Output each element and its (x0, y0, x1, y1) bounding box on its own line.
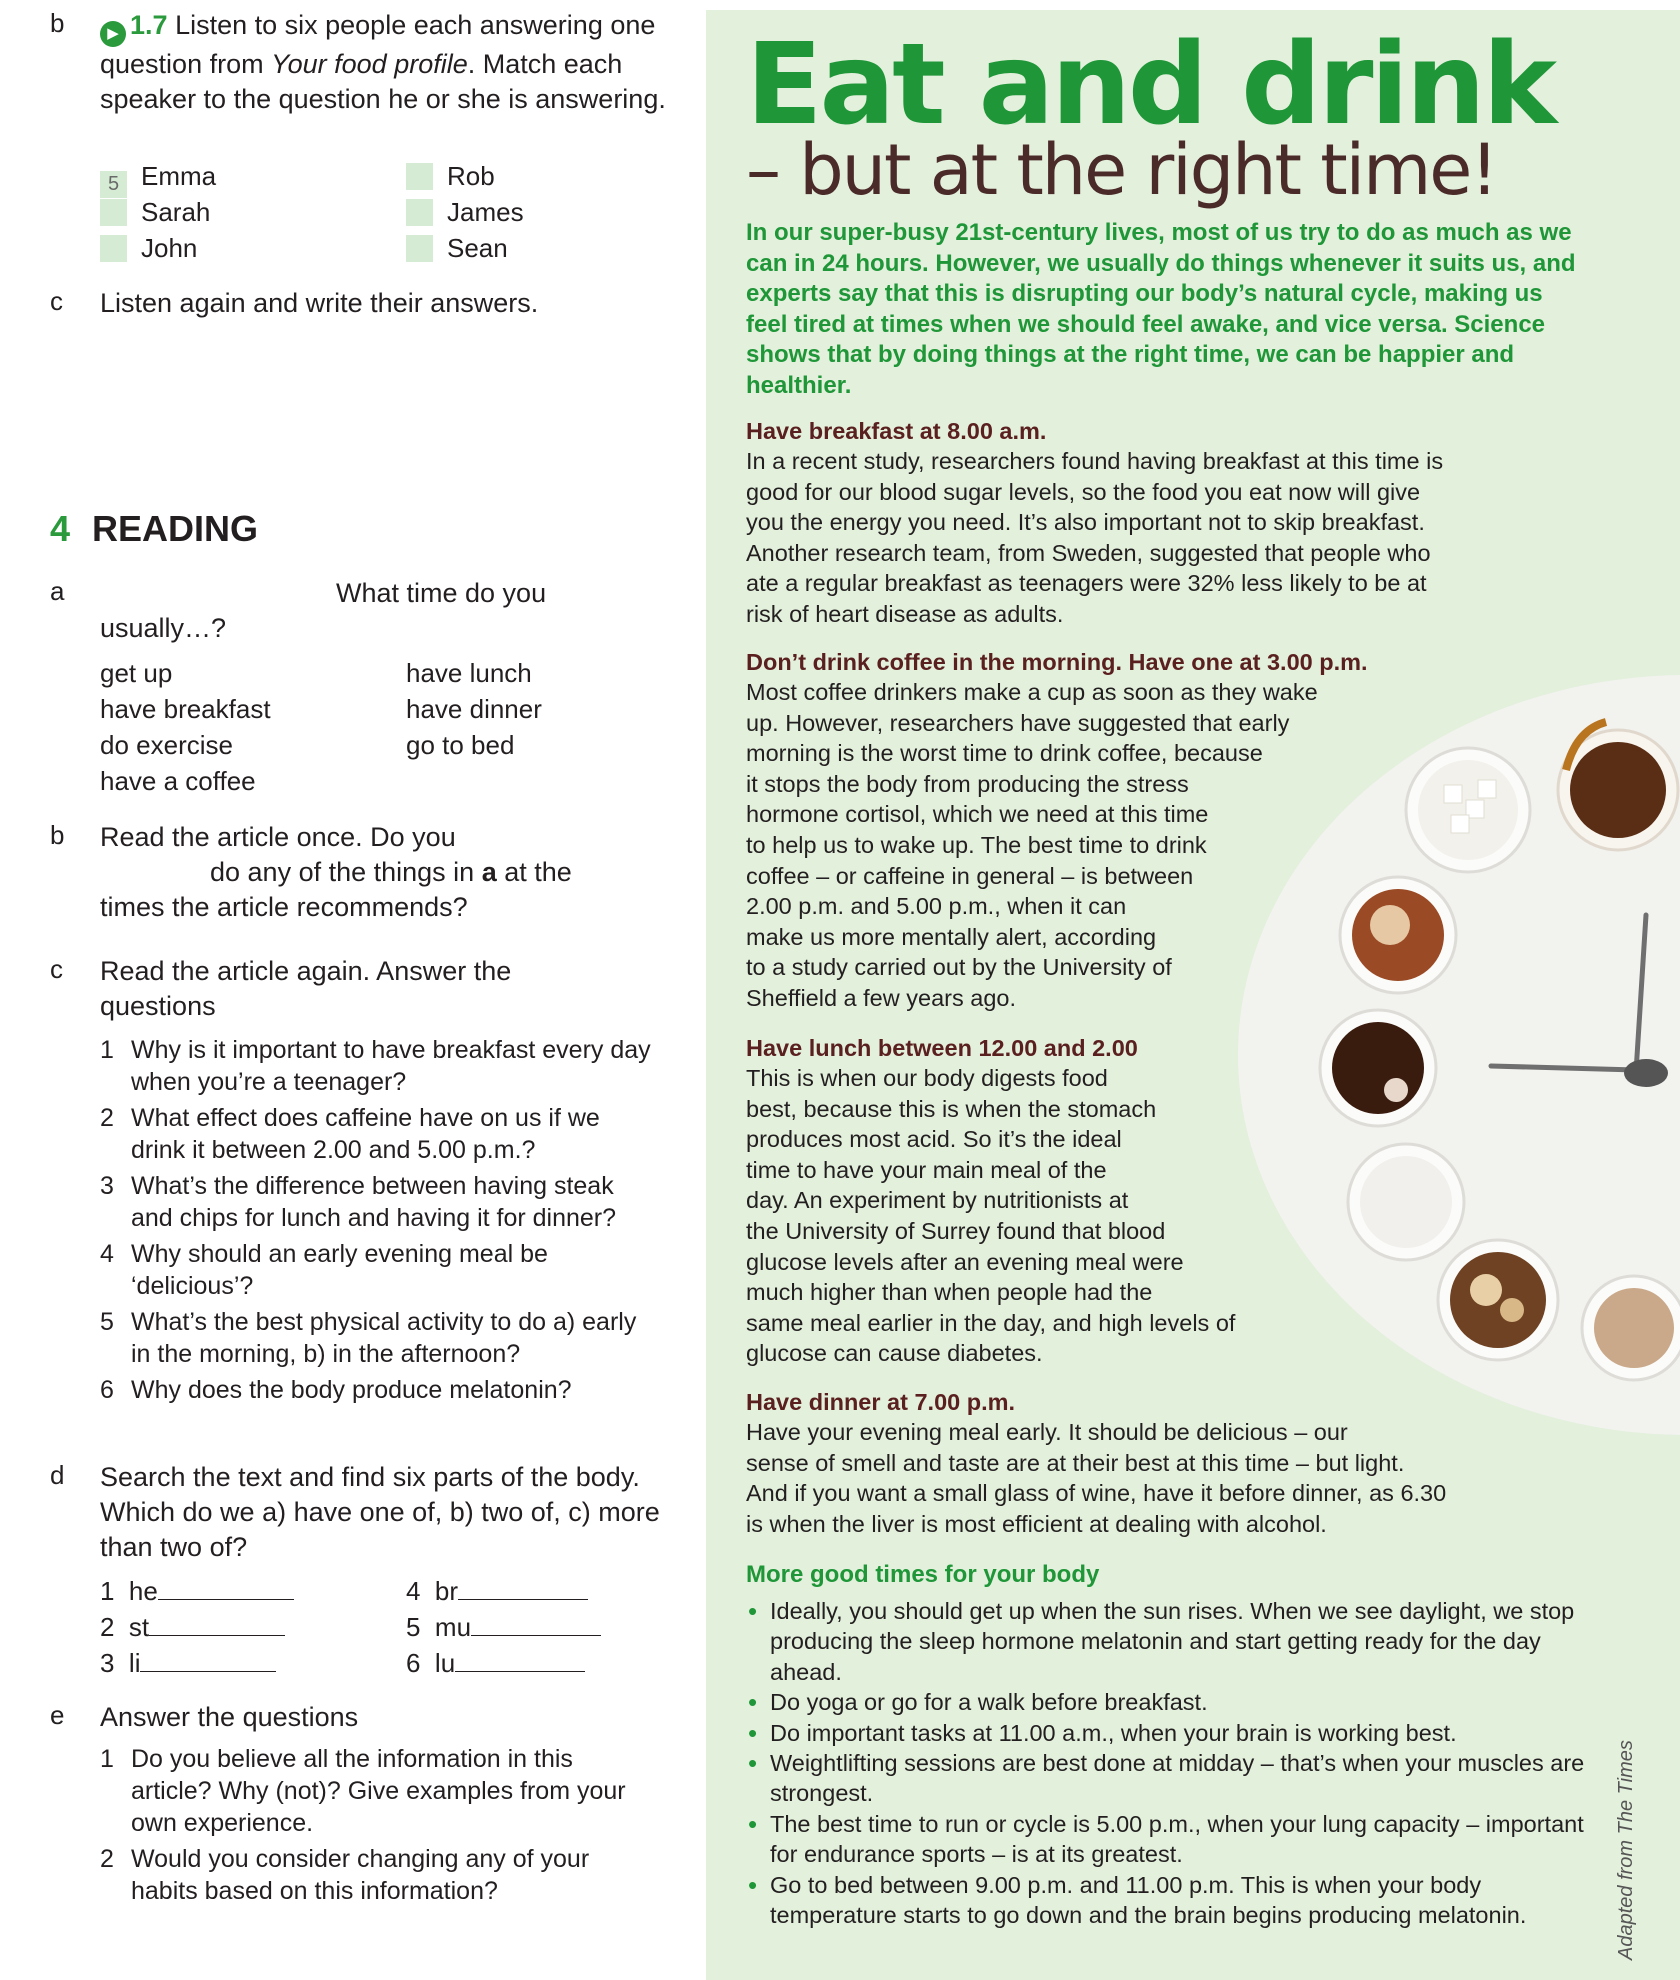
reading-c (50, 954, 690, 1410)
article-section-lunch: Have lunch between 12.00 and 2.00 This is when our body digests food best, because this is when the stomach produces most acid. So it’s the ideal time to have your main meal of the day. An experiment by nutritionists at the University of Surrey found that blood glucose levels after an evening meal were much higher than when people had the same meal earlier in the day, and high levels of glucose can cause diabetes. (746, 1033, 1346, 1369)
section-heading: Have lunch between 12.00 and 2.00 (746, 1035, 1138, 1061)
answer-box[interactable] (406, 235, 433, 262)
article-more-good-times (746, 1560, 1586, 1930)
reading-c-instruction: Read the article again. Answer the questions (100, 956, 512, 1021)
section-heading: Have dinner at 7.00 p.m. (746, 1389, 1016, 1415)
exercise-letter: c (50, 286, 63, 316)
tip-item: • Go to bed between 9.00 p.m. and 11.00 p.m. This is when your body temperature starts to go down and the brain begins producing melatonin. (746, 1870, 1586, 1931)
exercise-b-instruction: ▶ 1.7 Listen to six people each answering one question from Your food profile. Match each speaker to the question he or she is answering. (100, 10, 666, 114)
exercise-letter: b (50, 8, 65, 38)
activity-item: do exercise (100, 730, 233, 760)
answer-box[interactable] (100, 199, 127, 226)
question-item: 1 Why is it important to have breakfast every day when you’re a teenager? (100, 1036, 651, 1096)
reading-b (50, 820, 690, 925)
question-item: 3 What’s the difference between having steak and chips for lunch and having it for dinner? (100, 1172, 617, 1232)
article-title: Eat and drink (746, 20, 1555, 150)
question-item: 2 Would you consider changing any of your habits based on this information? (100, 1845, 590, 1905)
reading-b-instruction: Read the article once. Do you do any of the things in a at the times the article recommends? (100, 822, 572, 922)
reading-d-instruction: Search the text and find six parts of the body. Which do we a) have one of, b) two of, c) more than two of? (100, 1462, 660, 1562)
coffee-cup-icon (1558, 722, 1678, 850)
activity-item: have a coffee (100, 766, 256, 796)
section-heading (50, 508, 258, 550)
exercise-c-listening (50, 286, 690, 321)
section-heading: Don’t drink coffee in the morning. Have one at 3.00 p.m. (746, 649, 1368, 675)
article-section-breakfast: Have breakfast at 8.00 a.m. In a recent study, researchers found having breakfast at this time is good for our blood sugar levels, so the food you eat now will give you the energy you need. It’s also important not to skip breakfast. Another research team, from Sweden, suggested that people who ate a regular breakfast as teenagers were 32% less likely to be at risk of heart disease as adults. (746, 416, 1606, 630)
audio-speaker-icon[interactable]: ▶ (100, 21, 126, 47)
activity-item: go to bed (406, 730, 515, 760)
tip-item: • The best time to run or cycle is 5.00 p.m., when your lung capacity – important for endurance sports – is at its greatest. (746, 1809, 1586, 1870)
blank-6[interactable]: 6 lu (406, 1646, 585, 1680)
tip-item: • Do important tasks at 11.00 a.m., when your brain is working best. (746, 1718, 1586, 1748)
speaker-emma: 5 Emma (100, 160, 216, 192)
question-item: 1 Do you believe all the information in this article? Why (not)? Give examples from your own experience. (100, 1745, 626, 1837)
article-panel (706, 10, 1680, 1980)
activity-item: have dinner (406, 694, 542, 724)
audio-track-number[interactable]: 1.7 (130, 10, 168, 40)
tip-item: • Weightlifting sessions are best done at midday – that’s when your muscles are strongest. (746, 1748, 1586, 1809)
reading-e (50, 1700, 690, 1911)
exercise-c-instruction: Listen again and write their answers. (100, 288, 539, 318)
question-item: 4 Why should an early evening meal be ‘delicious’? (100, 1240, 548, 1300)
article-section-dinner: Have dinner at 7.00 p.m. Have your evening meal early. It should be delicious – our sense of smell and taste are at their best at this time – but light. And if you want a small glass of wine, have it before dinner, as 6.30 is when the liver is most efficient at dealing with alcohol. (746, 1387, 1606, 1539)
question-list (100, 1034, 660, 1406)
answer-box[interactable] (406, 199, 433, 226)
article-intro: In our super-busy 21st-century lives, most of us try to do as much as we can in 24 hours. However, we usually do things whenever it suits us, and experts say that this is disrupting our body’s natural cycle, making us feel tired at times when we should feel awake, and vice versa. Science shows that by doing things at the right time, we can be happier and healthier. (746, 219, 1576, 399)
speaker-rob: Rob (406, 160, 495, 192)
tips-list (746, 1596, 1586, 1930)
article-subtitle: – but at the right time! (746, 129, 1497, 211)
reading-e-instruction: Answer the questions (100, 1702, 359, 1732)
blank-4[interactable]: 4 br (406, 1574, 588, 1608)
tip-item: • Do yoga or go for a walk before breakfast. (746, 1687, 1586, 1717)
exercise-column (0, 0, 700, 1980)
answer-box[interactable] (406, 163, 433, 190)
speaker-john: John (100, 232, 197, 264)
tip-item: • Ideally, you should get up when the sun rises. When we see daylight, we stop producing the sleep hormone melatonin and start getting ready for the day ahead. (746, 1596, 1586, 1687)
speaker-sean: Sean (406, 232, 508, 264)
answer-box[interactable] (100, 235, 127, 262)
speaker-james: James (406, 196, 524, 228)
coffee-cup-icon (1582, 1276, 1680, 1380)
spoon-clock-hands-icon (1491, 915, 1668, 1087)
exercise-letter: b (50, 820, 65, 850)
exercise-b (50, 8, 690, 117)
question-list (100, 1743, 660, 1907)
exercise-letter: d (50, 1460, 65, 1490)
article-section-coffee: Don’t drink coffee in the morning. Have one at 3.00 p.m. Most coffee drinkers make a cup as soon as they wake up. However, researchers have suggested that early morning is the worst time to drink coffee, because it stops the body from producing the stress hormone cortisol, which we need at this time to help us to wake up. The best time to drink coffee – or caffeine in general – is between 2.00 p.m. and 5.00 p.m., when it can make us more mentally alert, according to a study carried out by the University of Sheffield a few years ago. (746, 647, 1506, 1014)
section-heading: Have breakfast at 8.00 a.m. (746, 418, 1047, 444)
blank-3[interactable]: 3 li (100, 1646, 276, 1680)
exercise-letter: c (50, 954, 63, 984)
milk-cup-icon (1348, 1144, 1464, 1260)
activity-item: have breakfast (100, 694, 271, 724)
answer-box[interactable]: 5 (100, 171, 127, 198)
section-number: 4 (50, 508, 71, 549)
reading-a-instruction: What time do you usually…? (100, 578, 547, 643)
blank-5[interactable]: 5 mu (406, 1610, 601, 1644)
reading-a (50, 576, 690, 646)
reading-d (50, 1460, 690, 1565)
section-heading: More good times for your body (746, 1561, 1100, 1588)
article-credit: Adapted from The Times (1615, 1740, 1637, 1960)
exercise-letter: e (50, 1700, 65, 1730)
exercise-letter: a (50, 576, 65, 606)
activity-item: get up (100, 658, 173, 688)
speaker-sarah: Sarah (100, 196, 210, 228)
question-item: 6 Why does the body produce melatonin? (100, 1376, 572, 1404)
coffee-cup-icon (1438, 1240, 1558, 1360)
activity-item: have lunch (406, 658, 532, 688)
blank-1[interactable]: 1 he (100, 1574, 294, 1608)
question-item: 5 What’s the best physical activity to do a) early in the morning, b) in the afternoon? (100, 1308, 637, 1368)
blank-2[interactable]: 2 st (100, 1610, 285, 1644)
section-title: READING (92, 508, 259, 549)
question-item: 2 What effect does caffeine have on us if we drink it between 2.00 and 5.00 p.m.? (100, 1104, 600, 1164)
